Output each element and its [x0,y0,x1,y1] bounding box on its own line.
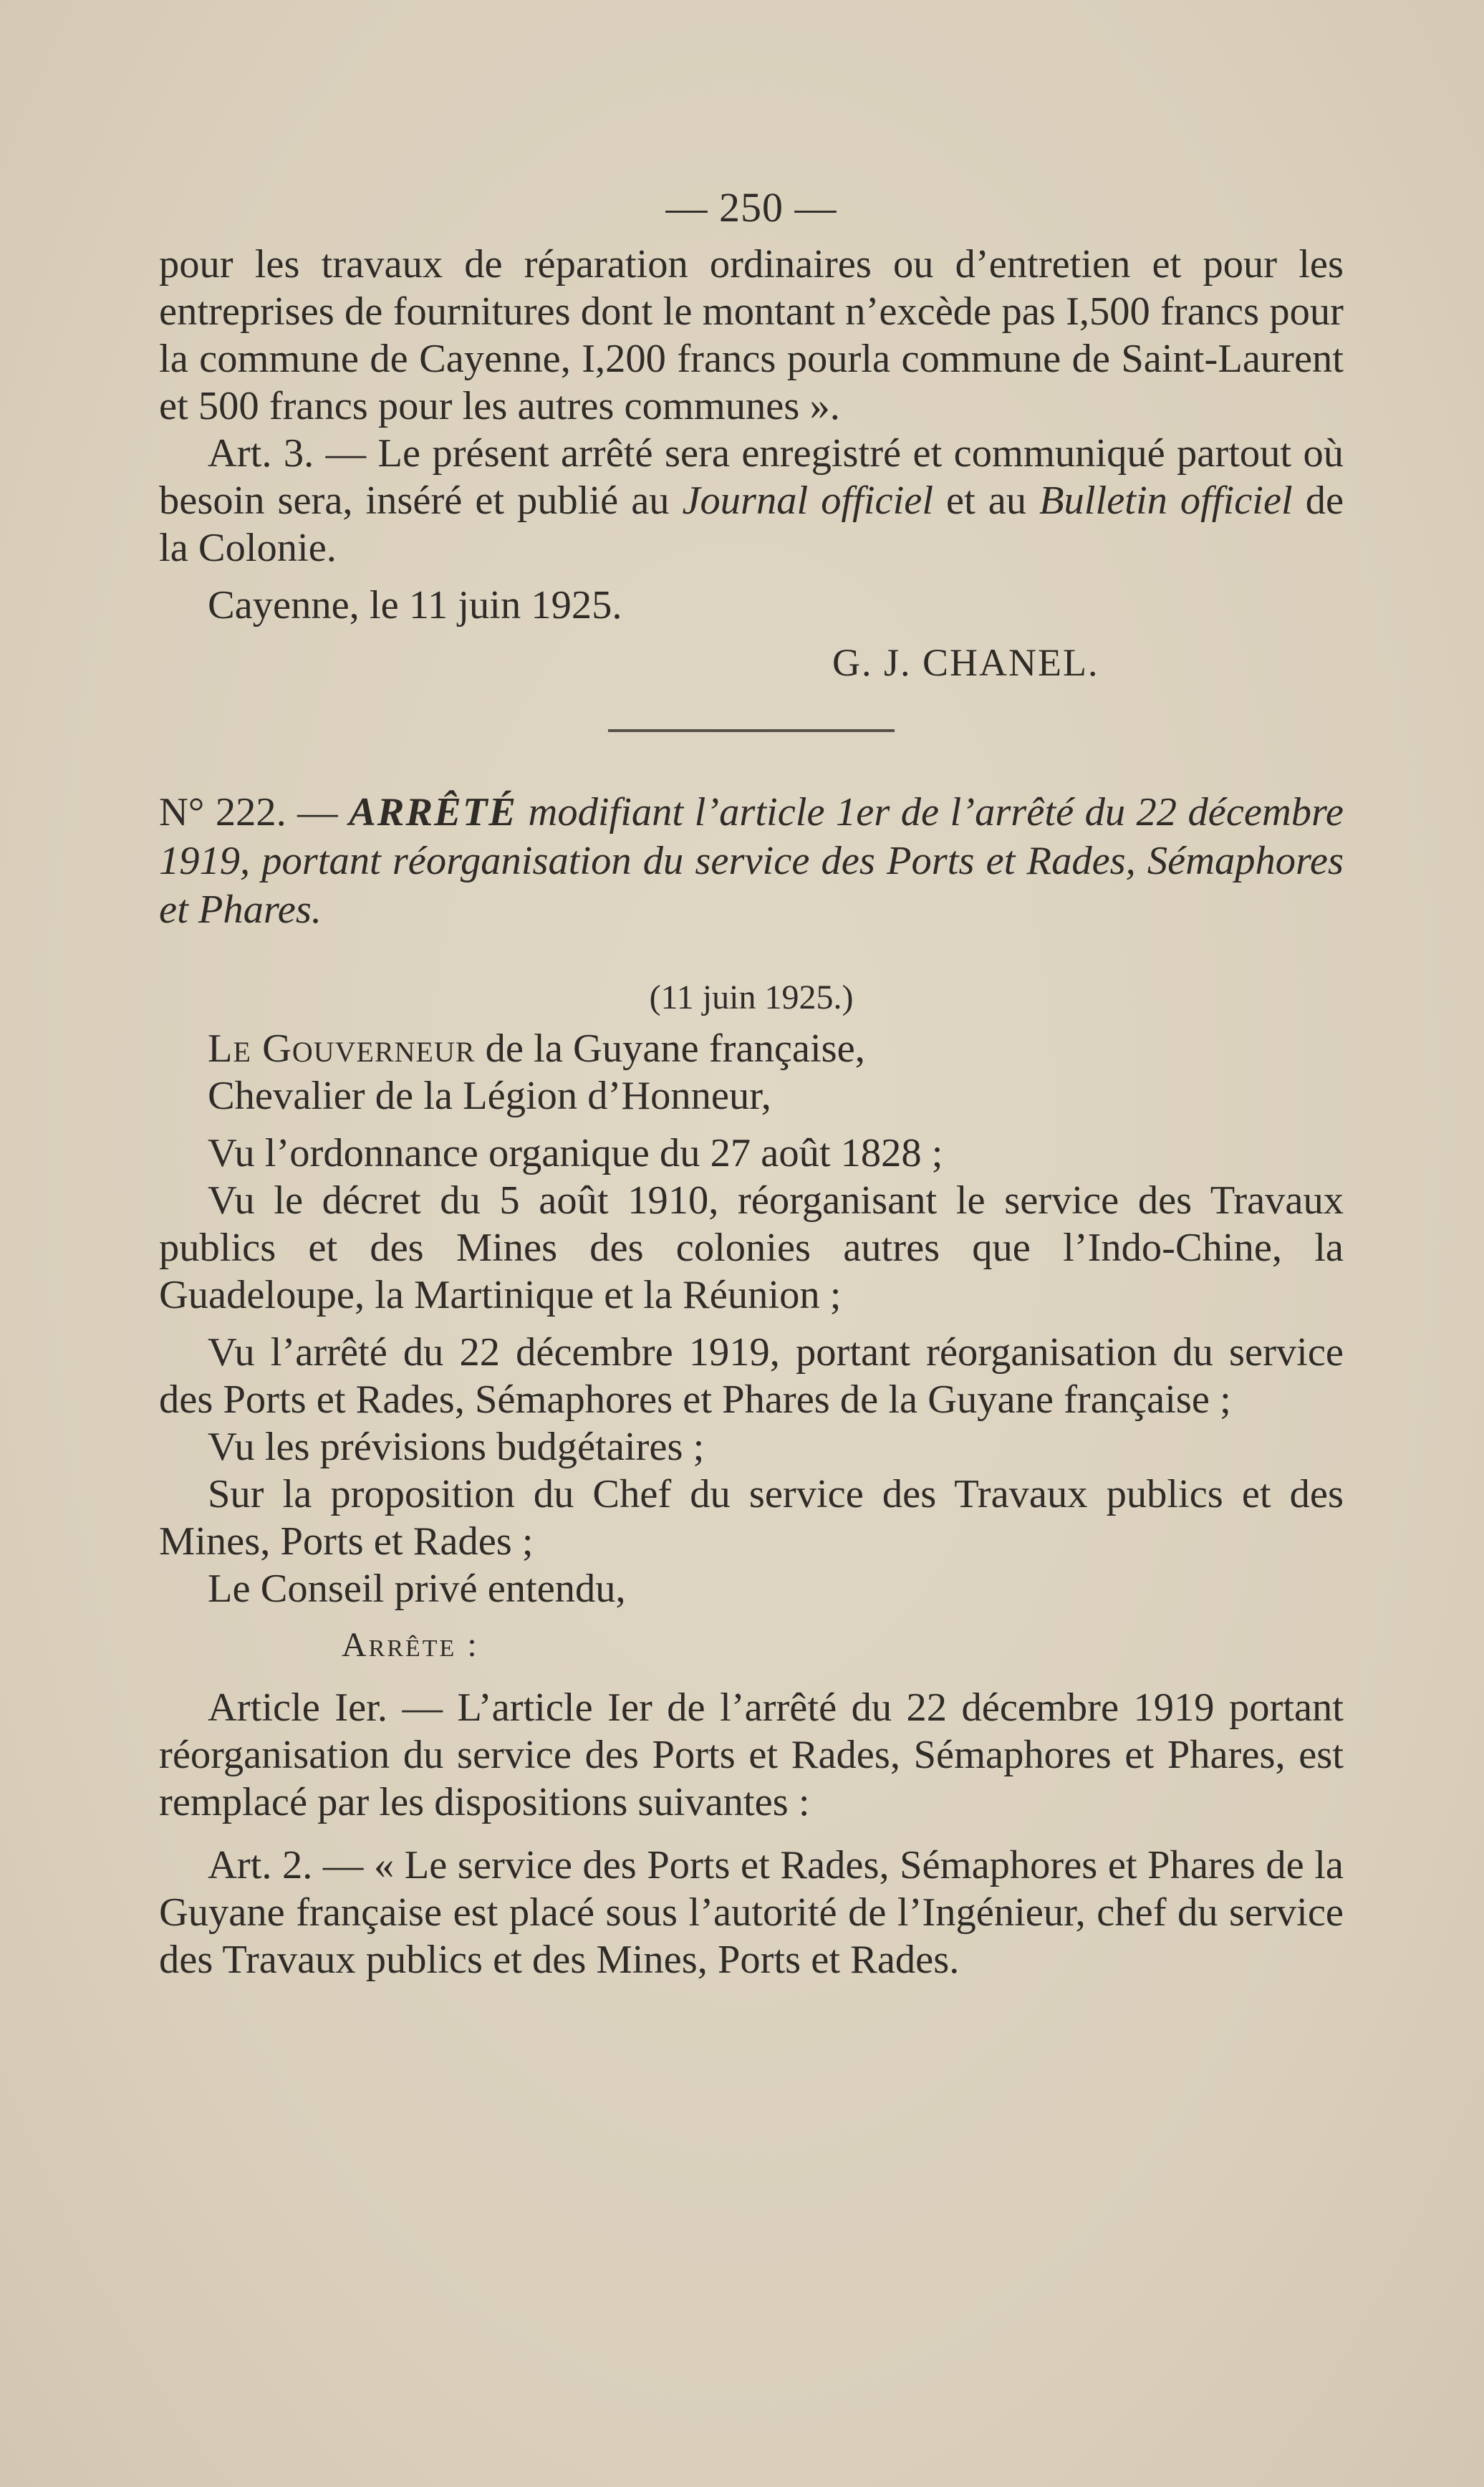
decree-number: N° 222. — [159,790,350,834]
art3-middle: et au [933,478,1040,523]
decree-heading [159,788,1344,934]
text-column [159,179,1344,1983]
vu-arrete: Vu l’arrêté du 22 décembre 1919, portant réorganisation du service des Ports et Rades, Sémaphores et Phares de la Guyane française ; [159,1329,1344,1422]
vu-decret: Vu le décret du 5 août 1910, réorganisant le service des Travaux publics et des Mines des colonies autres que l’Indo-Chine, la Guadeloupe, la Martinique et la Réunion ; [159,1178,1344,1317]
arrete-heading: Arrête : [342,1625,479,1664]
signature: G. J. CHANEL. [832,641,1099,684]
conseil-prive: Le Conseil privé entendu, [208,1566,626,1611]
art3-before: Art. 3. — Le présent arrêté sera enregistré et communiqué partout où besoin sera, inséré et publié au [159,431,1344,523]
governor-line [159,1025,1344,1072]
art3-after: de la Colonie. [159,478,1344,570]
vu-previsions: Vu les prévisions budgétaires ; [208,1424,705,1469]
article-2: Art. 2. — « Le service des Ports et Rades, Sémaphores et Phares de la Guyane française est placé sous l’autorité de l’Ingénieur, chef du service des Travaux publics et des Mines, Ports et Rades. [159,1842,1344,1982]
decree-date: (11 juin 1925.) [649,978,854,1016]
article-3-paragraph [159,430,1344,572]
article-1: Article Ier. — L’article Ier de l’arrêté du 22 décembre 1919 portant réorganisation du service des Ports et Rades, Sémaphores et Phares, est remplacé par les dispositions suivantes : [159,1685,1344,1824]
vu-ordonnance: Vu l’ordonnance organique du 27 août 1828 ; [208,1130,943,1175]
decree-title: modifiant l’article 1er de l’arrêté du 22 décembre 1919, portant réorganisation du service des Ports et Rades, Sémaphores et Phares. [159,790,1344,932]
journal-officiel: Journal officiel [682,478,934,523]
section-divider [608,729,895,732]
page-number: — 250 — [665,184,837,231]
governor-rest: de la Guyane française, [475,1026,865,1071]
sur-proposition: Sur la proposition du Chef du service des Travaux publics et des Mines, Ports et Rades ; [159,1471,1344,1564]
place-and-date: Cayenne, le 11 juin 1925. [208,583,622,627]
intro-continuation: pour les travaux de réparation ordinaires ou d’entretien et pour les entreprises de fournitures dont le montant n’excède pas I,500 francs pour la commune de Cayenne, I,200 francs pourla commune de Saint-Laurent et 500 francs pour les autres communes ». [159,242,1344,428]
decree-keyword: ARRÊTÉ [349,790,518,834]
governor-label: Le Gouverneur [208,1026,476,1071]
bulletin-officiel: Bulletin officiel [1039,478,1293,523]
chevalier-line: Chevalier de la Légion d’Honneur, [208,1073,771,1118]
